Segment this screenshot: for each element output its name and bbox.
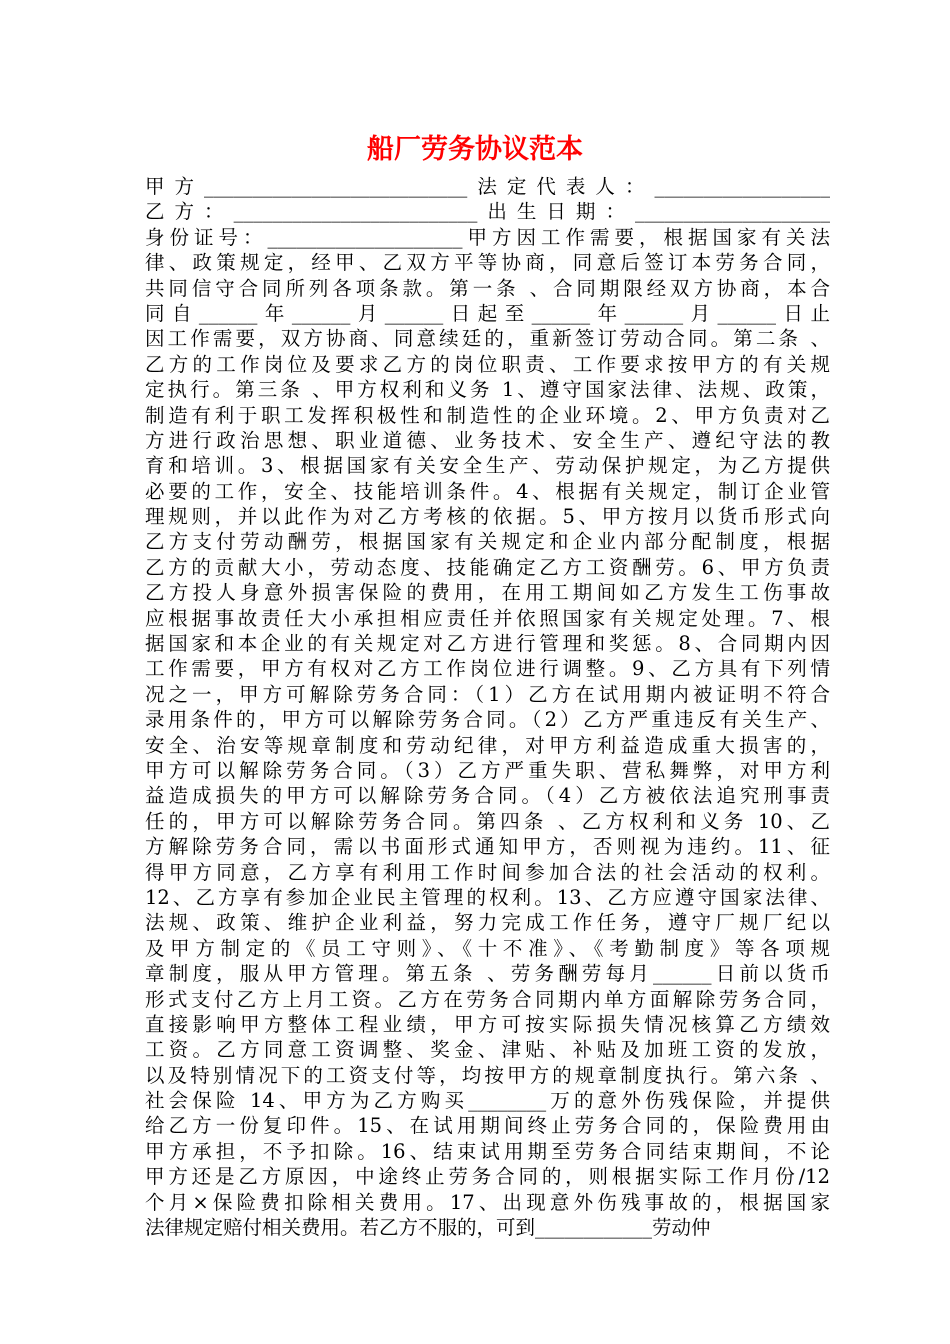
body-line: 乙方投人身意外损害保险的费用，在用工期间如乙方发生工伤事故 (145, 581, 830, 605)
body-line: 12、乙方享有参加企业民主管理的权利。13、乙方应遵守国家法律、 (145, 885, 830, 909)
body-line: 形式支付乙方上月工资。乙方在劳务合同期内单方面解除劳务合同， (145, 987, 830, 1011)
body-line: 给乙方一份复印件。15、在试用期间终止劳务合同的，保险费用由 (145, 1114, 830, 1138)
body-line: 乙方支付劳动酬劳，根据国家有关规定和企业内部分配制度，根据 (145, 530, 830, 554)
body-line: 得甲方同意，乙方享有利用工作时间参加合法的社会活动的权利。 (145, 860, 830, 884)
body-line: 据国家和本企业的有关规定对乙方进行管理和奖惩。8、合同期内因 (145, 632, 830, 656)
body-line: 工作需要，甲方有权对乙方工作岗位进行调整。9、乙方具有下列情 (145, 657, 830, 681)
body-line: 直接影响甲方整体工程业绩，甲方可按实际损失情况核算乙方绩效 (145, 1012, 830, 1036)
body-line: 乙方：_________________________出生日期：____________________ (145, 200, 830, 224)
body-line: 必要的工作，安全、技能培训条件。4、根据有关规定，制订企业管 (145, 479, 830, 503)
body-line: 身份证号：____________________甲方因工作需要，根据国家有关法 (145, 225, 830, 249)
body-line: 方解除劳务合同，需以书面形式通知甲方，否则视为违约。11、征 (145, 835, 830, 859)
body-line: 甲方承担，不予扣除。16、结束试用期至劳务合同结束期间，不论 (145, 1139, 830, 1163)
body-line: 制造有利于职工发挥积极性和制造性的企业环境。2、甲方负责对乙 (145, 403, 830, 427)
document-body (145, 174, 830, 1240)
body-line: 况之一，甲方可解除劳务合同：（1）乙方在试用期内被证明不符合 (145, 682, 830, 706)
body-line: 甲方还是乙方原因，中途终止劳务合同的，则根据实际工作月份/12 (145, 1165, 830, 1189)
body-line: 理规则，并以此作为对乙方考核的依据。5、甲方按月以货币形式向 (145, 505, 830, 529)
body-line: 录用条件的，甲方可以解除劳务合同。（2）乙方严重违反有关生产、 (145, 708, 830, 732)
body-line: 法律规定赔付相关费用。若乙方不服的，可到____________劳动仲 (145, 1216, 711, 1240)
body-line: 应根据事故责任大小承担相应责任并依照国家有关规定处理。7、根 (145, 606, 830, 630)
document-title: 船厂劳务协议范本 (367, 134, 583, 165)
body-line: 育和培训。3、根据国家有关安全生产、劳动保护规定，为乙方提供 (145, 454, 830, 478)
body-line: 章制度，服从甲方管理。第五条 、劳务酬劳每月______日前以货币 (145, 962, 830, 986)
body-line: 法规、政策、维护企业利益，努力完成工作任务，遵守厂规厂纪以 (145, 911, 830, 935)
body-line: 甲方___________________________法定代表人：__________________ (145, 175, 830, 198)
body-line: 甲方可以解除劳务合同。（3）乙方严重失职、营私舞弊，对甲方利 (145, 758, 830, 782)
body-line: 因工作需要，双方协商、同意续廷的，重新签订劳动合同。第二条 、 (145, 327, 830, 351)
body-line: 个月×保险费扣除相关费用。17、出现意外伤残事故的，根据国家 (145, 1190, 830, 1214)
body-line: 同自______年______月______日起至______年______月______日止 (145, 301, 830, 325)
body-line: 乙方的贡献大小，劳动态度、技能确定乙方工资酬劳。6、甲方负责 (145, 555, 830, 579)
body-line: 以及特别情况下的工资支付等，均按甲方的规章制度执行。第六条 、 (145, 1063, 830, 1087)
body-line: 定执行。第三条 、甲方权利和义务 1、遵守国家法律、法规、政策， (145, 378, 830, 402)
body-line: 方进行政治思想、职业道德、业务技术、安全生产、遵纪守法的教 (145, 428, 830, 452)
body-line: 安全、治安等规章制度和劳动纪律，对甲方利益造成重大损害的， (145, 733, 830, 757)
body-line: 社会保险 14、甲方为乙方购买________万的意外伤残保险，并提供 (145, 1089, 830, 1113)
body-line: 任的，甲方可以解除劳务合同。第四条 、乙方权利和义务 10、乙 (145, 809, 830, 833)
body-line: 共同信守合同所列各项条款。第一条 、合同期限经双方协商，本合 (145, 276, 830, 300)
body-line: 益造成损失的甲方可以解除劳务合同。（4）乙方被依法追究刑事责 (145, 784, 830, 808)
body-line: 工资。乙方同意工资调整、奖金、津贴、补贴及加班工资的发放， (145, 1038, 830, 1062)
body-line: 律、政策规定，经甲、乙双方平等协商，同意后签订本劳务合同， (145, 251, 830, 275)
body-line: 乙方的工作岗位及要求乙方的岗位职责、工作要求按甲方的有关规 (145, 352, 830, 376)
body-line: 及甲方制定的《员工守则》、《十不准》、《考勤制度》等各项规 (145, 936, 830, 960)
